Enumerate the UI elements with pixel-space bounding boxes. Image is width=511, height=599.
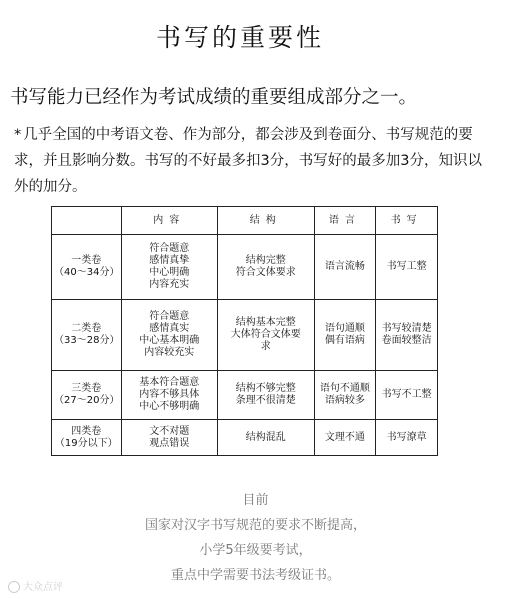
header-cell-writing: 书写 [376,207,438,235]
grade-label-cell: 三类卷 （27～20分） [52,371,122,420]
header-cell-language: 语言 [314,207,376,235]
note-text: 几乎全国的中考语文卷、作为部分，都会涉及到卷面分、书写规范的要求，并且影响分数。书写的不好最多扣3分，书写好的最多加3分，知识以外的加分。 [14,127,482,195]
content-cell: 符合题意 感情真挚 中心明确 内容充实 [121,235,218,300]
structure-cell: 结构混乱 [218,420,315,456]
content-cell: 基本符合题意 内容不够具体 中心不够明确 [121,371,218,420]
intro-statement: 书写能力已经作为考试成绩的重要组成部分之一。 [10,87,418,108]
table-header-row [52,207,438,235]
language-cell: 语句通顺 偶有语病 [314,300,376,371]
table-row [52,300,438,371]
footer-line: 国家对汉字书写规范的要求不断提高， [144,518,366,533]
watermark [8,578,63,593]
header-cell-content: 内容 [121,207,218,235]
language-cell: 语言流畅 [314,235,376,300]
watermark-text: 大众点评 [23,582,63,593]
grade-label-cell: 二类卷 （33～28分） [52,300,122,371]
footer-line: 目前 [242,493,269,508]
language-cell: 语句不通顺 语病较多 [314,371,376,420]
note-bullet: * [14,127,22,143]
header-cell-empty [52,207,122,235]
language-cell: 文理不通 [314,420,376,456]
table-row [52,371,438,420]
grade-label-cell: 四类卷 （19分以下） [52,420,122,456]
writing-cell: 书写工整 [376,235,438,300]
content-cell: 符合题意 感情真实 中心基本明确 内容较充实 [121,300,218,371]
grade-label-cell: 一类卷 （40～34分） [52,235,122,300]
table-row [52,420,438,456]
page-title: 书写的重要性 [155,23,324,52]
structure-cell: 结构不够完整 条理不很清楚 [218,371,315,420]
footer-text [0,488,511,588]
grading-table [51,206,438,456]
writing-cell: 书写潦草 [376,420,438,456]
content-cell: 文不对题 观点错误 [121,420,218,456]
watermark-logo-icon [8,581,20,593]
footer-line: 小学5年级要考试， [199,543,312,558]
note-paragraph [14,122,494,200]
writing-cell: 书写不工整 [376,371,438,420]
structure-cell: 结构基本完整 大体符合文体要 求 [218,300,315,371]
footer-line: 重点中学需要书法考级证书。 [170,568,340,583]
header-cell-structure: 结构 [218,207,315,235]
writing-cell: 书写较清楚 卷面较整洁 [376,300,438,371]
table-row [52,235,438,300]
structure-cell: 结构完整 符合文体要求 [218,235,315,300]
